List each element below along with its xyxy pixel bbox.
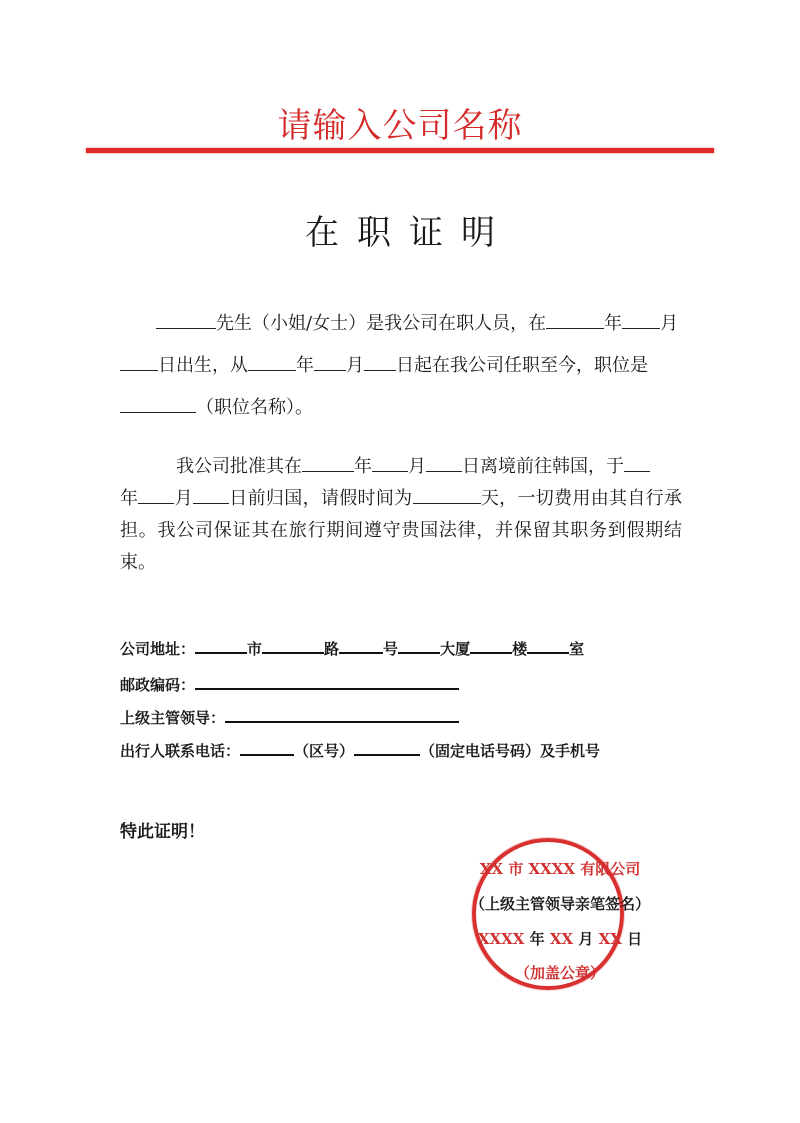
return-month-blank[interactable] bbox=[138, 485, 174, 504]
room-blank[interactable] bbox=[527, 639, 569, 655]
supervisor-blank[interactable] bbox=[225, 708, 459, 724]
birth-month-blank[interactable] bbox=[622, 310, 660, 329]
name-blank[interactable] bbox=[156, 310, 216, 329]
postcode-row: 邮政编码： bbox=[120, 674, 459, 695]
address-row: 公司地址： 市 路 号 大厦 楼 室 bbox=[120, 640, 585, 658]
city-blank[interactable] bbox=[195, 639, 247, 655]
seal-date: XXXX 年 XX 月 XX 日 bbox=[477, 930, 643, 948]
return-day-blank[interactable] bbox=[193, 485, 229, 504]
seal-signature-note: （上级主管领导亲笔签名） bbox=[469, 895, 650, 913]
number-blank[interactable] bbox=[339, 639, 383, 655]
depart-day-blank[interactable] bbox=[426, 453, 462, 472]
document-title: 在职证明 bbox=[305, 213, 513, 253]
start-year-blank[interactable] bbox=[248, 352, 296, 371]
employment-paragraph: 先生（小姐/女士）是我公司在职人员，在 年 月 日出生，从 年 月 日起在我公司任职至今，职位是 （职位名称）。 bbox=[120, 303, 682, 429]
seal-company-name: XX 市 XXXX 有限公司 bbox=[479, 860, 641, 878]
leave-days-blank[interactable] bbox=[413, 485, 481, 504]
road-blank[interactable] bbox=[262, 639, 324, 655]
building-blank[interactable] bbox=[398, 639, 440, 655]
position-blank[interactable] bbox=[120, 394, 196, 413]
header-divider bbox=[86, 148, 714, 153]
fixed-phone-blank[interactable] bbox=[354, 741, 420, 757]
company-name-header[interactable]: 请输入公司名称 bbox=[277, 106, 523, 146]
phone-row: 出行人联系电话： （区号） （固定电话号码）及手机号 bbox=[120, 742, 601, 760]
closing-statement: 特此证明！ bbox=[120, 822, 205, 842]
leave-paragraph: 我公司批准其在 年 月 日离境前往韩国，于 年 月 日前归国，请假时间为 天，一切费用由其自行承担。我公司保证其在旅行期间遵守贵国法律，并保留其职务到假期结束。 bbox=[120, 451, 682, 579]
start-day-blank[interactable] bbox=[364, 352, 396, 371]
area-code-blank[interactable] bbox=[240, 741, 294, 757]
birth-year-blank[interactable] bbox=[546, 310, 604, 329]
return-year-blank[interactable] bbox=[624, 453, 650, 472]
postcode-blank[interactable] bbox=[195, 675, 459, 691]
seal-stamp-note: （加盖公章） bbox=[514, 964, 605, 982]
depart-month-blank[interactable] bbox=[372, 453, 408, 472]
start-month-blank[interactable] bbox=[314, 352, 346, 371]
birth-day-blank[interactable] bbox=[120, 352, 158, 371]
supervisor-row: 上级主管领导： bbox=[120, 707, 459, 728]
depart-year-blank[interactable] bbox=[302, 453, 354, 472]
floor-blank[interactable] bbox=[470, 639, 512, 655]
